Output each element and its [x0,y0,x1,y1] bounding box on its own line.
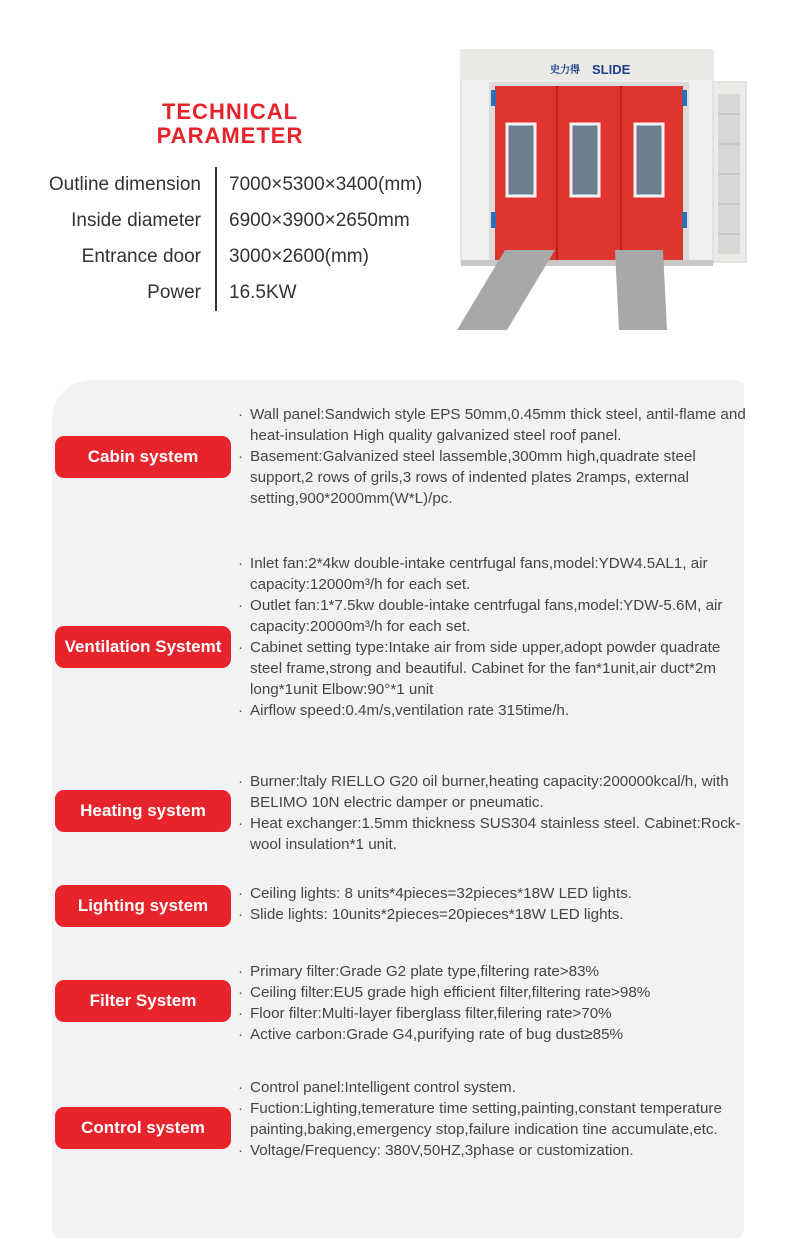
param-row [18,167,422,203]
title-line-2: PARAMETER [156,123,304,148]
cabin-system-items [236,404,746,509]
list-item: · Airflow speed:0.4m/s,ventilation rate 315time/h. [236,700,746,721]
parameter-table [18,167,422,311]
param-value: 7000×5300×3400(mm) [215,167,422,203]
param-label: Inside diameter [71,210,201,231]
brand-en: SLIDE [592,62,631,77]
list-item: · Slide lights: 10units*2pieces=20pieces*18W LED lights. [236,904,746,925]
list-item: · Voltage/Frequency: 380V,50HZ,3phase or customization. [236,1140,746,1161]
heating-system-label: Heating system [55,790,231,832]
param-row [18,203,422,239]
page-title [130,100,330,148]
list-item: · Basement:Galvanized steel lassemble,300mm high,quadrate steel support,2 rows of grils,3 rows of indented plates 2ramps, external setting,900*2000mm(W*L)/pc. [236,446,746,509]
list-item: · Burner:ltaly RIELLO G20 oil burner,heating capacity:200000kcal/h, with BELIMO 10N electric damper or pneumatic. [236,771,746,813]
param-row [18,275,422,311]
list-item: · Inlet fan:2*4kw double-intake centrfugal fans,model:YDW4.5AL1, air capacity:12000m³/h for each set. [236,553,746,595]
list-item: · Floor filter:Multi-layer fiberglass filter,filering rate>70% [236,1003,746,1024]
lighting-system-label: Lighting system [55,885,231,927]
param-row [18,239,422,275]
control-system-label: Control system [55,1107,231,1149]
param-value: 6900×3900×2650mm [215,203,410,239]
param-value: 16.5KW [215,275,297,311]
list-item: · Ceiling lights: 8 units*4pieces=32pieces*18W LED lights. [236,883,746,904]
control-system-items [236,1077,746,1161]
spray-booth-drawing [455,44,755,334]
list-item: · Outlet fan:1*7.5kw double-intake centrfugal fans,model:YDW-5.6M, air capacity:20000m³/h for each set. [236,595,746,637]
list-item: · Active carbon:Grade G4,purifying rate of bug dust≥85% [236,1024,746,1045]
heating-system-items [236,771,746,855]
brand-cn: 史力得 [550,65,580,76]
param-label: Entrance door [81,246,201,267]
cabin-system-label: Cabin system [55,436,231,478]
param-value: 3000×2600(mm) [215,239,369,275]
filter-system-items [236,961,746,1045]
ventilation-system-label: Ventilation Systemt [55,626,231,668]
list-item: · Fuction:Lighting,temerature time setting,painting,constant temperature painting,baking,emergency stop,failure indication tine accumulate,etc. [236,1098,746,1140]
param-label: Power [147,282,201,303]
list-item: · Primary filter:Grade G2 plate type,filtering rate>83% [236,961,746,982]
list-item: · Control panel:Intelligent control system. [236,1077,746,1098]
list-item: · Heat exchanger:1.5mm thickness SUS304 stainless steel. Cabinet:Rock-wool insulation*1 unit. [236,813,746,855]
ventilation-system-items [236,553,746,721]
filter-system-label: Filter System [55,980,231,1022]
title-line-1: TECHNICAL [161,99,299,124]
list-item: · Wall panel:Sandwich style EPS 50mm,0.45mm thick steel, antil-flame and heat-insulation High quality galvanized steel roof panel. [236,404,746,446]
spray-booth-image [455,44,755,334]
list-item: · Cabinet setting type:Intake air from side upper,adopt powder quadrate steel frame,strong and beautiful. Cabinet for the fan*1unit,air duct*2m long*1unit Elbow:90°*1 unit [236,637,746,700]
list-item: · Ceiling filter:EU5 grade high efficient filter,filtering rate>98% [236,982,746,1003]
lighting-system-items [236,883,746,925]
param-label: Outline dimension [48,174,201,195]
